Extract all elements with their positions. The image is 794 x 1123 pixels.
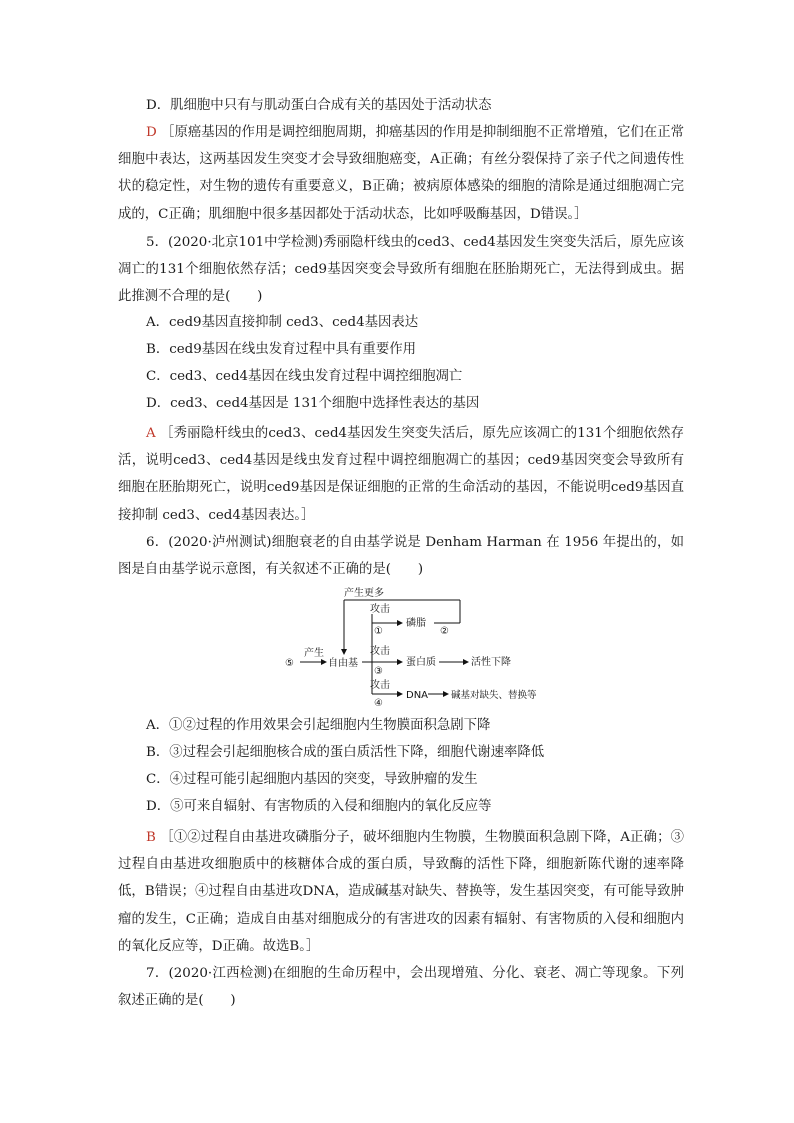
q4-answer-letter: D bbox=[146, 125, 157, 140]
diagram-label-activity: 活性下降 bbox=[471, 657, 511, 668]
q6-answer-letter: B bbox=[146, 830, 156, 845]
diagram-label-5: ⑤ bbox=[285, 658, 294, 669]
diagram-label-3: ③ bbox=[374, 666, 383, 677]
q5-option-a: A．ced9基因直接抑制 ced3、ced4基因表达 bbox=[146, 315, 419, 330]
diagram-label-produce: 产生 bbox=[304, 648, 324, 659]
diagram-label-attack-4: 攻击 bbox=[370, 680, 390, 691]
diagram-label-dna: DNA bbox=[406, 690, 429, 701]
q5-answer-letter: A bbox=[146, 426, 156, 441]
diagram-label-phospholipid: 磷脂 bbox=[406, 618, 426, 629]
q6-option-c: C．④过程可能引起细胞内基因的突变，导致肿瘤的发生 bbox=[146, 772, 478, 787]
diagram-label-more: 产生更多 bbox=[344, 588, 384, 599]
q5-option-c: C．ced3、ced4基因在线虫发育过程中调控细胞凋亡 bbox=[146, 369, 463, 384]
q5-option-b: B．ced9基因在线虫发育过程中具有重要作用 bbox=[146, 342, 416, 357]
diagram-label-protein: 蛋白质 bbox=[406, 657, 436, 668]
diagram-label-free-radical: 自由基 bbox=[328, 658, 358, 669]
diagram-label-attack-3: 攻击 bbox=[370, 646, 390, 657]
diagram-label-attack-1: 攻击 bbox=[370, 604, 390, 615]
diagram-label-1: ① bbox=[374, 626, 383, 637]
q5-explanation: ［秀丽隐杆线虫的ced3、ced4基因发生突变失活后，原先应该凋亡的131个细胞依然存活，说明ced3、ced4基因是线虫发育过程中调控细胞凋亡的基因；ced9基因突变会导致所有细胞在胚胎期死亡，说明ced9基因是保证细胞的正常的生命活动的基因，不能说明ced9基因直接抑制 ced3、ced4基因表达。］ bbox=[118, 426, 684, 523]
q6-option-a: A．①②过程的作用效果会引起细胞内生物膜面积急剧下降 bbox=[146, 718, 491, 733]
q5-answer-block bbox=[118, 420, 684, 529]
q6-answer-block bbox=[118, 824, 684, 960]
q4-explanation: ［原癌基因的作用是调控细胞周期，抑癌基因的作用是抑制细胞不正常增殖，它们在正常细胞中表达，这两基因发生突变才会导致细胞癌变，A正确；有丝分裂保持了亲子代之间遗传性状的稳定性，对生物的遗传有重要意义，B正确；被病原体感染的细胞的清除是通过细胞凋亡完成的，C正确；肌细胞中很多基因都处于活动状态，比如呼吸酶基因，D错误。］ bbox=[118, 125, 684, 222]
q6-stem: 6．(2020·泸州测试)细胞衰老的自由基学说是 Denham Harman 在 1956 年提出的，如图是自由基学说示意图，有关叙述不正确的是( ) bbox=[118, 535, 684, 578]
q7-stem: 7．(2020·江西检测)在细胞的生命历程中，会出现增殖、分化、衰老、凋亡等现象。下列叙述正确的是( ) bbox=[118, 966, 684, 1009]
q6-explanation: ［①②过程自由基进攻磷脂分子，破坏细胞内生物膜，生物膜面积急剧下降，A正确；③过程自由基进攻细胞质中的核糖体合成的蛋白质，导致酶的活性下降，细胞新陈代谢的速率降低，B错误；④过程自由基进攻DNA，造成碱基对缺失、替换等，发生基因突变，有可能导致肿瘤的发生，C正确；造成自由基对细胞成分的有害进攻的因素有辐射、有害物质的入侵和细胞内的氧化反应等，D正确。故选B。］ bbox=[118, 830, 684, 954]
q5-option-d: D．ced3、ced4基因是 131个细胞中选择性表达的基因 bbox=[146, 396, 480, 411]
q4-option-d: D．肌细胞中只有与肌动蛋白合成有关的基因处于活动状态 bbox=[146, 98, 492, 113]
free-radical-diagram bbox=[282, 586, 572, 708]
q4-answer-block bbox=[118, 119, 684, 228]
diagram-label-4: ④ bbox=[374, 698, 383, 708]
q6-option-d: D．⑤可来自辐射、有害物质的入侵和细胞内的氧化反应等 bbox=[146, 799, 492, 814]
q6-option-b: B．③过程会引起细胞核合成的蛋白质活性下降，细胞代谢速率降低 bbox=[146, 745, 545, 760]
q5-stem: 5．(2020·北京101中学检测)秀丽隐杆线虫的ced3、ced4基因发生突变失活后，原先应该凋亡的131个细胞依然存活；ced9基因突变会导致所有细胞在胚胎期死亡，无法得到成虫。据此推测不合理的是( ) bbox=[118, 235, 684, 305]
diagram-label-base: 碱基对缺失、替换等 bbox=[451, 690, 537, 701]
diagram-label-2: ② bbox=[440, 626, 449, 637]
